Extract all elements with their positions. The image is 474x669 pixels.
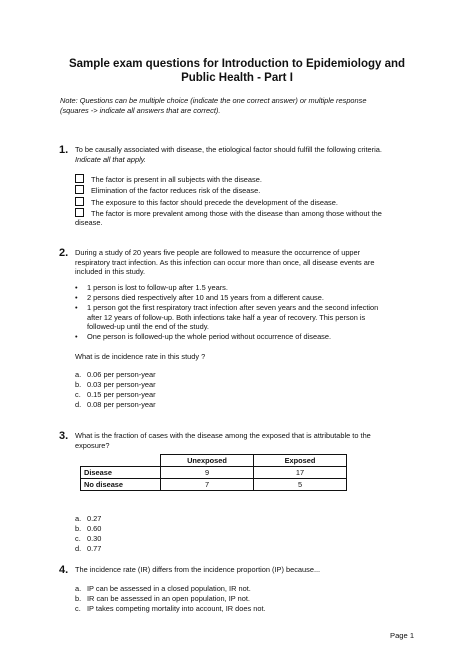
- question-1-option-2[interactable]: [75, 185, 435, 196]
- question-4-text: The incidence rate (IR) differs from the incidence proportion (IP) because...: [75, 565, 321, 574]
- question-2-prompt: What is de incidence rate in this study ?: [75, 352, 206, 361]
- option-label: 0.06 per person-year: [87, 370, 156, 379]
- checkbox[interactable]: [75, 197, 84, 206]
- bullet-text: 2 persons died respectively after 10 and 15 years from a different cause.: [87, 293, 324, 302]
- question-4-option-c[interactable]: [75, 604, 266, 614]
- question-4-option-a[interactable]: [75, 584, 251, 594]
- bullet-text: 1 person got the first respiratory tract infection after seven years and the second infection: [87, 303, 379, 312]
- bullet-text: 1 person is lost to follow-up after 1.5 years.: [87, 283, 228, 292]
- bullet-text: followed-up until the end of the study.: [87, 322, 209, 332]
- bullet-text: One person is followed-up the whole period without occurrence of disease.: [87, 332, 332, 341]
- question-1-option-1[interactable]: [75, 174, 435, 185]
- question-3-line-1: What is the fraction of cases with the disease among the exposed that is attributable to the: [75, 431, 371, 440]
- question-3-option-a[interactable]: [75, 514, 101, 524]
- table-cell: 17: [254, 467, 347, 479]
- question-3-option-b[interactable]: [75, 524, 101, 534]
- question-3-line-2: exposure?: [75, 440, 110, 450]
- bullet-icon: •: [75, 303, 78, 312]
- question-2-line-2: respiratory tract infection. As this infection can occur more than once, all disease events are: [75, 257, 375, 267]
- option-label: 0.08 per person-year: [87, 400, 156, 409]
- question-2-option-b[interactable]: [75, 380, 156, 390]
- option-letter: b.: [75, 524, 82, 533]
- question-2-option-d[interactable]: [75, 400, 156, 410]
- page-title: [40, 57, 434, 85]
- table-row-label: No disease: [81, 479, 161, 491]
- question-2-line-3: included in this study.: [75, 267, 146, 277]
- table-header-row: [81, 455, 347, 467]
- page-number: Page 1: [390, 631, 415, 640]
- option-letter: d.: [75, 544, 82, 553]
- option-label: 0.15 per person-year: [87, 390, 156, 399]
- option-letter: c.: [75, 390, 81, 399]
- option-label: 0.77: [87, 544, 102, 553]
- question-2-number: 2.: [59, 247, 69, 259]
- option-letter: c.: [75, 604, 81, 613]
- instructions-note: [60, 96, 440, 116]
- option-letter: b.: [75, 380, 82, 389]
- question-1-line-1: To be causally associated with disease, the etiological factor should fulfill the following criteria.: [75, 145, 382, 154]
- table-cell: 7: [161, 479, 254, 491]
- question-3-option-d[interactable]: [75, 544, 101, 554]
- checkbox[interactable]: [75, 174, 84, 183]
- option-letter: b.: [75, 594, 82, 603]
- table-row-label: Disease: [81, 467, 161, 479]
- question-2-option-a[interactable]: [75, 370, 156, 380]
- table-header-unexposed: Unexposed: [161, 455, 254, 467]
- table-row: [81, 467, 347, 479]
- bullet-icon: •: [75, 283, 78, 292]
- title-line-2: Public Health - Part I: [181, 72, 293, 84]
- question-1-line-2: Indicate all that apply.: [75, 154, 146, 164]
- option-letter: d.: [75, 400, 82, 409]
- table-cell: 9: [161, 467, 254, 479]
- question-4-option-b[interactable]: [75, 594, 250, 604]
- option-letter: c.: [75, 534, 81, 543]
- checkbox[interactable]: [75, 208, 84, 217]
- question-2-line-1: During a study of 20 years five people are followed to measure the occurrence of upper: [75, 248, 361, 257]
- question-1-option-3[interactable]: [75, 197, 435, 208]
- option-label: The exposure to this factor should precede the development of the disease.: [91, 198, 338, 207]
- bullet-icon: •: [75, 332, 78, 341]
- option-label: 0.60: [87, 524, 102, 533]
- option-label: Elimination of the factor reduces risk of the disease.: [91, 186, 261, 195]
- option-label: IP can be assessed in a closed population, IR not.: [87, 584, 251, 593]
- option-label: 0.27: [87, 514, 102, 523]
- option-label: 0.30: [87, 534, 102, 543]
- option-letter: a.: [75, 584, 82, 593]
- exposure-table: [80, 454, 347, 491]
- option-letter: a.: [75, 514, 82, 523]
- option-label: IP takes competing mortality into account, IR does not.: [87, 604, 266, 613]
- question-4-number: 4.: [59, 564, 69, 576]
- option-label: The factor is present in all subjects with the disease.: [91, 175, 262, 184]
- table-cell: 5: [254, 479, 347, 491]
- option-label: 0.03 per person-year: [87, 380, 156, 389]
- checkbox[interactable]: [75, 185, 84, 194]
- table-header-exposed: Exposed: [254, 455, 347, 467]
- question-3-number: 3.: [59, 430, 69, 442]
- question-1-text: [75, 145, 445, 164]
- bullet-icon: •: [75, 293, 78, 302]
- table-corner-cell: [81, 455, 161, 467]
- bullet-text: after 12 years of follow-up. Both infections take half a year of recovery. This person is: [87, 312, 366, 322]
- question-3-text: [75, 431, 445, 450]
- question-1-option-4-continued: disease.: [75, 218, 103, 227]
- title-line-1: Sample exam questions for Introduction to Epidemiology and: [68, 58, 406, 70]
- table-row: [81, 479, 347, 491]
- question-2-option-c[interactable]: [75, 390, 156, 400]
- note-line-1: Note: Questions can be multiple choice (indicate the one correct answer) or multiple response: [60, 96, 367, 105]
- option-label: IR can be assessed in an open population, IP not.: [87, 594, 250, 603]
- question-1-option-4[interactable]: [75, 208, 435, 219]
- note-line-2: (squares -> indicate all answers that are correct).: [60, 106, 221, 115]
- question-2-text: [75, 248, 445, 277]
- option-letter: a.: [75, 370, 82, 379]
- question-1-number: 1.: [59, 144, 69, 156]
- question-3-option-c[interactable]: [75, 534, 101, 544]
- option-label: The factor is more prevalent among those with the disease than among those without the: [91, 209, 382, 218]
